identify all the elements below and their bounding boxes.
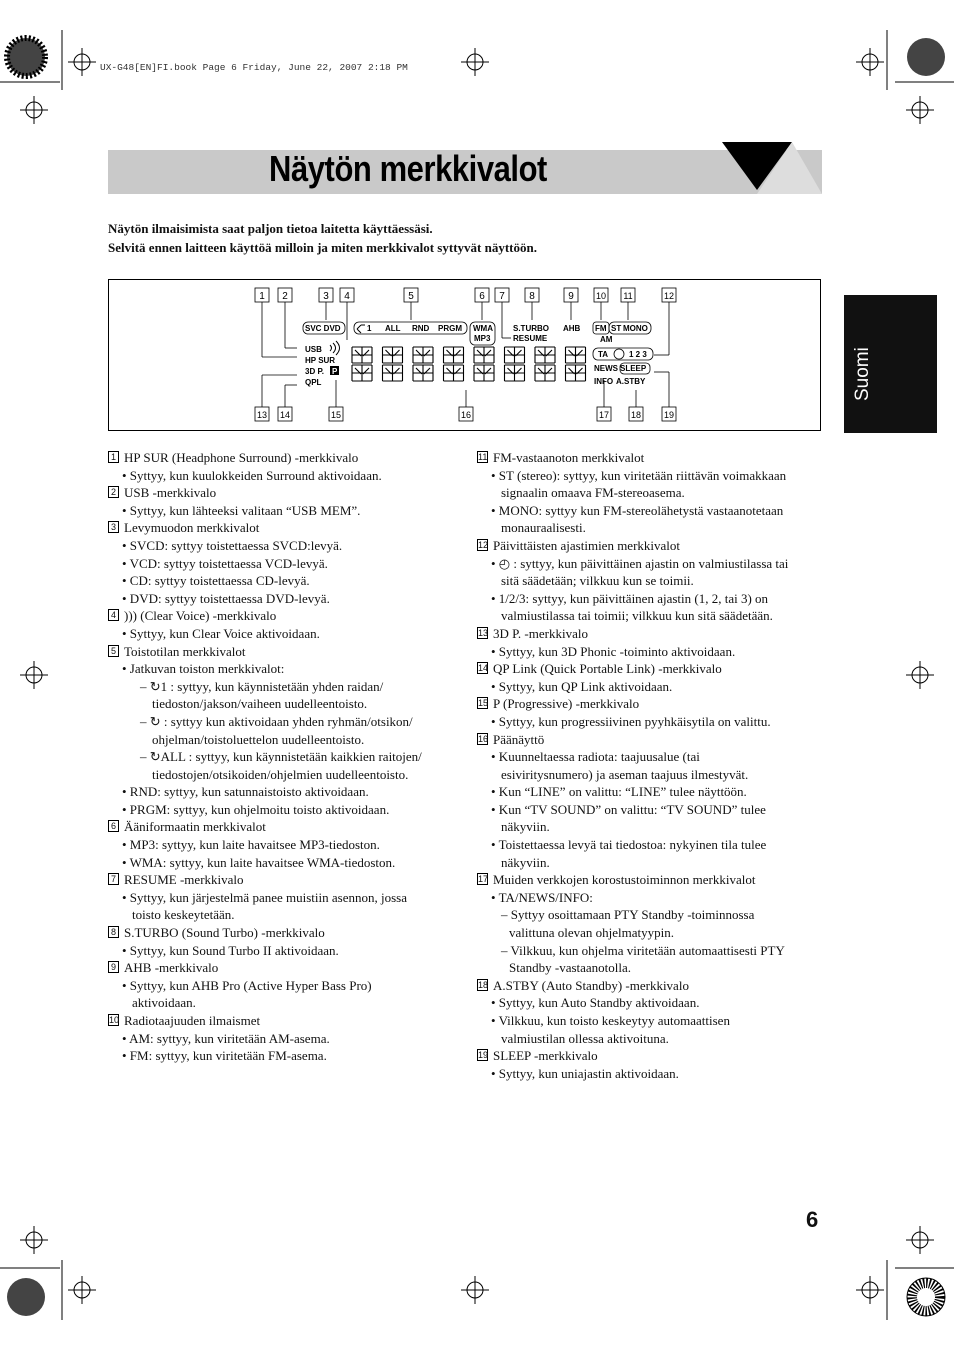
item-text xyxy=(108,625,458,643)
item-number: 4 xyxy=(108,609,119,621)
item-text-content: • Syttyy, kun Auto Standby aktivoidaan. xyxy=(491,995,700,1011)
segment-digit-t4 xyxy=(444,347,464,363)
item-text-content: • Kun “LINE” on valittu: “LINE” tulee näyttöön. xyxy=(491,784,747,800)
item-text-content: • Syttyy, kun järjestelmä panee muistiin asennon, jossa xyxy=(122,889,407,905)
item-text xyxy=(108,783,458,801)
item-text xyxy=(108,977,458,995)
callout-number-13: 13 xyxy=(256,410,268,420)
item-number: 3 xyxy=(108,521,119,533)
item-text xyxy=(108,1030,458,1048)
item-text-content: valmiustilan ollessa aktivoituna. xyxy=(501,1030,669,1046)
all-label: ALL xyxy=(385,324,401,333)
item-text-content: Standby -vastaanotolla. xyxy=(509,960,632,976)
item-heading xyxy=(108,449,458,467)
item-heading xyxy=(108,519,458,537)
item-text xyxy=(108,766,458,784)
item-heading xyxy=(108,607,458,625)
am-label: AM xyxy=(600,335,613,344)
intro-line-2: Selvitä ennen laitteen käyttöä milloin ja miten merkkivalot syttyvät näyttöön. xyxy=(108,239,537,255)
news-label: NEWS xyxy=(594,364,618,373)
language-tab xyxy=(844,295,937,433)
item-text xyxy=(477,572,827,590)
item-text-content: • PRGM: syttyy, kun ohjelmoitu toisto aktivoidaan. xyxy=(122,801,390,817)
main-display-digits xyxy=(352,347,586,381)
item-text xyxy=(477,1065,827,1083)
item-text-content: AHB -merkkivalo xyxy=(124,960,219,976)
item-text-content: • Syttyy, kun 3D Phonic -toiminto aktivoidaan. xyxy=(491,643,736,659)
item-heading xyxy=(477,660,827,678)
qpl-label: QPL xyxy=(305,378,322,387)
language-tab-label: Suomi xyxy=(852,347,873,401)
segment-digit-b6 xyxy=(505,365,525,381)
item-heading xyxy=(477,1047,827,1065)
item-heading xyxy=(477,731,827,749)
item-heading xyxy=(477,977,827,995)
item-text-content: HP SUR (Headphone Surround) -merkkivalo xyxy=(124,450,359,465)
item-number: 1 xyxy=(108,451,119,463)
item-text-content: – Syttyy osoittamaan PTY Standby -toiminnossa xyxy=(501,907,755,923)
item-text xyxy=(477,836,827,854)
item-text xyxy=(108,994,458,1012)
item-text-content: • TA/NEWS/INFO: xyxy=(491,889,593,905)
item-text-content: toisto keskeytetään. xyxy=(132,907,235,923)
item-number: 6 xyxy=(108,820,119,832)
st-label: ST xyxy=(611,324,622,333)
segment-digit-t8 xyxy=(566,347,586,363)
item-text-content: ohjelman/toistoluettelon uudelleentoisto. xyxy=(152,731,365,747)
item-heading xyxy=(108,924,458,942)
segment-digit-t7 xyxy=(535,347,555,363)
page-title: Näytön merkkivalot xyxy=(269,148,547,189)
segment-digit-t6 xyxy=(505,347,525,363)
callout-number-17: 17 xyxy=(598,410,610,420)
item-text-content: • CD: syttyy toistettaessa CD-levyä. xyxy=(122,573,310,589)
item-text xyxy=(108,713,458,731)
item-text xyxy=(477,590,827,608)
item-heading xyxy=(108,871,458,889)
item-text-content: Levymuodon merkkivalot xyxy=(124,520,260,536)
segment-digit-b7 xyxy=(535,365,555,381)
item-text-content: Radiotaajuuden ilmaismet xyxy=(124,1013,261,1028)
item-text-content: • DVD: syttyy toistettaessa DVD-levyä. xyxy=(122,590,330,606)
astby-label: A.STBY xyxy=(616,377,646,386)
callout-number-10: 10 xyxy=(595,291,607,301)
item-text-content: • WMA: syttyy, kun laite havaitsee WMA-tiedoston. xyxy=(122,854,396,870)
item-number: 9 xyxy=(108,961,119,973)
sleep-label: SLEEP xyxy=(620,364,647,373)
item-text xyxy=(477,678,827,696)
item-text xyxy=(108,555,458,573)
segment-digit-b2 xyxy=(383,365,403,381)
item-text xyxy=(477,766,827,784)
timer-numbers-label: 1 2 3 xyxy=(629,350,647,359)
item-text-content: • SVCD: syttyy toistettaessa SVCD:levyä. xyxy=(122,537,343,553)
item-number: 7 xyxy=(108,873,119,885)
item-heading xyxy=(477,449,827,467)
item-number: 15 xyxy=(478,698,489,709)
item-text-content: • Syttyy, kun uniajastin aktivoidaan. xyxy=(491,1065,679,1081)
item-text xyxy=(108,731,458,749)
segment-digit-b1 xyxy=(352,365,372,381)
item-heading xyxy=(477,625,827,643)
item-text-content: • Syttyy, kun lähteeksi valitaan “USB MEM”. xyxy=(122,502,361,518)
item-text xyxy=(108,906,458,924)
item-text-content: valmiustilassa tai toimii; vilkkuu kun sitä säädetään. xyxy=(501,608,773,624)
callout-number-16: 16 xyxy=(460,410,472,420)
segment-digit-t1 xyxy=(352,347,372,363)
segment-digit-b5 xyxy=(474,365,494,381)
callout-number-18: 18 xyxy=(630,410,642,420)
item-text-content: sitä säädetään; vilkkuu kun se toimii. xyxy=(501,573,694,589)
hp-sur-label: HP SUR xyxy=(305,356,336,365)
item-text xyxy=(477,748,827,766)
callout-number-3: 3 xyxy=(323,291,329,302)
item-text xyxy=(108,942,458,960)
callout-number-6: 6 xyxy=(479,291,485,302)
callout-number-7: 7 xyxy=(499,291,505,302)
item-text xyxy=(477,783,827,801)
sturbo-label: S.TURBO xyxy=(513,324,549,333)
item-text xyxy=(477,502,827,520)
item-text-content: – Vilkkuu, kun ohjelma viritetään automaattisesti PTY xyxy=(501,942,785,958)
item-text-content: • RND: syttyy, kun satunnaistoisto aktivoidaan. xyxy=(122,784,369,800)
callout-number-8: 8 xyxy=(529,291,535,302)
item-text xyxy=(477,1030,827,1048)
3d-p-label: 3D P. xyxy=(305,367,324,376)
item-text-content: QP Link (Quick Portable Link) -merkkivalo xyxy=(493,661,722,677)
item-text-content: • VCD: syttyy toistettaessa VCD-levyä. xyxy=(122,555,328,571)
item-heading xyxy=(108,1012,458,1030)
item-text xyxy=(477,889,827,907)
item-number: 8 xyxy=(108,926,119,938)
item-text-content: • FM: syttyy, kun viritetään FM-asema. xyxy=(122,1048,327,1064)
item-text xyxy=(477,467,827,485)
item-number: 10 xyxy=(109,1015,120,1025)
segment-digit-t5 xyxy=(474,347,494,363)
item-text xyxy=(477,713,827,731)
item-text-content: 3D P. -merkkivalo xyxy=(493,625,588,641)
item-text-content: • ◴ : syttyy, kun päivittäinen ajastin on valmiustilassa tai xyxy=(491,555,789,571)
callout-number-11: 11 xyxy=(623,291,633,301)
item-text xyxy=(108,502,458,520)
item-text-content: USB -merkkivalo xyxy=(124,485,217,501)
item-heading xyxy=(108,484,458,502)
segment-digit-b8 xyxy=(566,365,586,381)
item-heading xyxy=(477,695,827,713)
item-text-content: • Kuunneltaessa radiota: taajuusalue (tai xyxy=(491,749,700,765)
segment-digit-t3 xyxy=(413,347,433,363)
item-text-content: • ST (stereo): syttyy, kun viritetään riittävän voimakkaan xyxy=(491,467,787,483)
item-text-content: • Vilkkuu, kun toisto keskeytyy automaattisen xyxy=(491,1013,730,1028)
item-text xyxy=(108,537,458,555)
item-text-content: Toistotilan merkkivalot xyxy=(124,643,246,659)
item-text-content: SLEEP -merkkivalo xyxy=(493,1048,598,1064)
item-text-content: • Kun “TV SOUND” on valittu: “TV SOUND” tulee xyxy=(491,801,766,817)
repeat-icon xyxy=(357,325,365,333)
callout-number-2: 2 xyxy=(282,291,288,302)
item-text xyxy=(108,590,458,608)
item-text xyxy=(108,889,458,907)
item-number: 17 xyxy=(478,874,489,885)
item-heading xyxy=(108,959,458,977)
item-text-content: tiedostojen/otsikoiden/ohjelmien uudelleentoisto. xyxy=(152,766,409,782)
callout-number-12: 12 xyxy=(663,291,675,301)
ta-label: TA xyxy=(598,350,609,359)
item-text-content: ))) (Clear Voice) -merkkivalo xyxy=(124,608,277,624)
item-text-content: Päänäyttö xyxy=(493,731,545,747)
item-number: 13 xyxy=(478,627,489,638)
item-text-content: FM-vastaanoton merkkivalot xyxy=(493,450,645,465)
item-text-content: aktivoidaan. xyxy=(132,995,196,1011)
item-text xyxy=(108,854,458,872)
item-text-content: A.STBY (Auto Standby) -merkkivalo xyxy=(493,977,689,993)
item-heading xyxy=(108,818,458,836)
item-text xyxy=(108,695,458,713)
callout-number-5: 5 xyxy=(408,291,414,302)
item-text-content: Muiden verkkojen korostustoiminnon merkkivalot xyxy=(493,872,756,888)
item-text xyxy=(477,818,827,836)
item-number: 2 xyxy=(108,486,119,498)
callouts-bottom xyxy=(255,407,676,421)
left-column xyxy=(108,449,458,1065)
item-text-content: Päivittäisten ajastimien merkkivalot xyxy=(493,537,681,553)
ahb-label: AHB xyxy=(563,324,581,333)
item-text-content: • Syttyy, kun kuulokkeiden Surround aktivoidaan. xyxy=(122,467,382,483)
item-number: 16 xyxy=(478,733,489,744)
callout-number-4: 4 xyxy=(344,291,350,302)
item-text-content: • Jatkuvan toiston merkkivalot: xyxy=(122,661,285,677)
intro-line-1: Näytön ilmaisimista saat paljon tietoa laitetta käyttäessäsi. xyxy=(108,221,433,236)
item-text-content: monauraalisesti. xyxy=(501,520,586,536)
item-number: 14 xyxy=(478,663,489,674)
item-text-content: • AM: syttyy, kun viritetään AM-asema. xyxy=(122,1030,330,1046)
item-text xyxy=(108,1047,458,1065)
item-text-content: • Syttyy, kun QP Link aktivoidaan. xyxy=(491,678,673,694)
item-text-content: tiedoston/jakson/vaiheen uudelleentoisto. xyxy=(152,696,368,712)
item-heading xyxy=(108,643,458,661)
item-text-content: – ↻ALL : syttyy, kun käynnistetään kaikkien raitojen/ xyxy=(140,749,422,765)
item-text xyxy=(108,836,458,854)
item-heading xyxy=(477,537,827,555)
item-text-content: valittuna olevan ohjelmatyypin. xyxy=(509,925,674,941)
item-text-content: RESUME -merkkivalo xyxy=(124,872,244,888)
segment-digit-b4 xyxy=(444,365,464,381)
intro-text xyxy=(108,220,537,257)
mp3-label: MP3 xyxy=(474,334,491,343)
item-text-content: • Syttyy, kun Clear Voice aktivoidaan. xyxy=(122,625,320,641)
item-text-content: – ↻ : syttyy kun aktivoidaan yhden ryhmän/otsikon/ xyxy=(140,713,413,729)
item-text-content: Ääniformaatin merkkivalot xyxy=(124,819,266,835)
item-number: 18 xyxy=(478,979,489,990)
item-text xyxy=(477,1012,827,1030)
title-triangle-icon xyxy=(722,142,822,198)
item-text xyxy=(477,519,827,537)
resume-label: RESUME xyxy=(513,334,548,343)
item-text-content: näkyviin. xyxy=(501,854,550,870)
item-text xyxy=(477,994,827,1012)
item-text xyxy=(477,942,827,960)
callout-number-19: 19 xyxy=(663,410,675,420)
page-number: 6 xyxy=(806,1207,819,1232)
progressive-p-label: P xyxy=(332,367,338,376)
mono-label: MONO xyxy=(623,324,648,333)
item-text xyxy=(108,801,458,819)
item-text xyxy=(108,748,458,766)
item-text xyxy=(108,678,458,696)
svc-dvd-label: SVC DVD xyxy=(305,324,341,333)
item-text-content: signaalin omaava FM-stereoasema. xyxy=(501,485,685,501)
item-text xyxy=(108,572,458,590)
item-text-content: – ↻1 : syttyy, kun käynnistetään yhden raidan/ xyxy=(140,678,384,694)
callout-number-14: 14 xyxy=(279,410,291,420)
item-text xyxy=(108,467,458,485)
segment-digit-t2 xyxy=(383,347,403,363)
rnd-label: RND xyxy=(412,324,430,333)
wma-label: WMA xyxy=(473,324,493,333)
item-text-content: S.TURBO (Sound Turbo) -merkkivalo xyxy=(124,925,325,941)
item-text xyxy=(477,906,827,924)
item-text-content: • MP3: syttyy, kun laite havaitsee MP3-tiedoston. xyxy=(122,837,380,853)
item-text xyxy=(477,484,827,502)
item-number: 11 xyxy=(478,452,488,462)
item-text-content: esiviritysnumero) ja aseman taajuus ilmestyvät. xyxy=(501,766,749,782)
item-text xyxy=(477,643,827,661)
item-number: 5 xyxy=(108,645,119,657)
info-label: INFO xyxy=(594,377,614,386)
item-text xyxy=(108,660,458,678)
repeat-one-label: 1 xyxy=(367,324,372,333)
segment-digit-b3 xyxy=(413,365,433,381)
item-number: 12 xyxy=(478,539,489,550)
prgm-label: PRGM xyxy=(438,324,462,333)
item-text xyxy=(477,924,827,942)
display-diagram xyxy=(108,279,821,431)
item-text-content: • Syttyy, kun Sound Turbo II aktivoidaan. xyxy=(122,942,339,958)
clear-voice-icon xyxy=(330,341,340,355)
item-text xyxy=(477,854,827,872)
callouts-top xyxy=(255,288,676,302)
item-text-content: • 1/2/3: syttyy, kun päivittäinen ajastin (1, 2, tai 3) on xyxy=(491,590,769,606)
callout-number-15: 15 xyxy=(330,410,342,420)
item-text-content: • Syttyy, kun AHB Pro (Active Hyper Bass Pro) xyxy=(122,977,372,993)
item-text xyxy=(477,801,827,819)
item-text-content: • Syttyy, kun progressiivinen pyyhkäisytila on valittu. xyxy=(491,713,771,729)
item-text-content: • Toistettaessa levyä tai tiedostoa: nykyinen tila tulee xyxy=(491,837,767,853)
usb-label: USB xyxy=(305,345,322,354)
item-text xyxy=(477,555,827,573)
item-text xyxy=(477,959,827,977)
callout-number-9: 9 xyxy=(568,291,574,302)
item-number: 19 xyxy=(478,1050,489,1061)
callout-number-1: 1 xyxy=(259,291,265,302)
item-text-content: näkyviin. xyxy=(501,819,550,835)
fm-label: FM xyxy=(595,324,607,333)
item-text-content: P (Progressive) -merkkivalo xyxy=(493,696,640,712)
right-column xyxy=(477,449,827,1082)
display-diagram-svg xyxy=(109,280,820,430)
item-text xyxy=(477,607,827,625)
print-header: UX-G48[EN]FI.book Page 6 Friday, June 22, 2007 2:18 PM xyxy=(100,62,408,73)
item-heading xyxy=(477,871,827,889)
item-text-content: • MONO: syttyy kun FM-stereolähetystä vastaanotetaan xyxy=(491,502,784,518)
